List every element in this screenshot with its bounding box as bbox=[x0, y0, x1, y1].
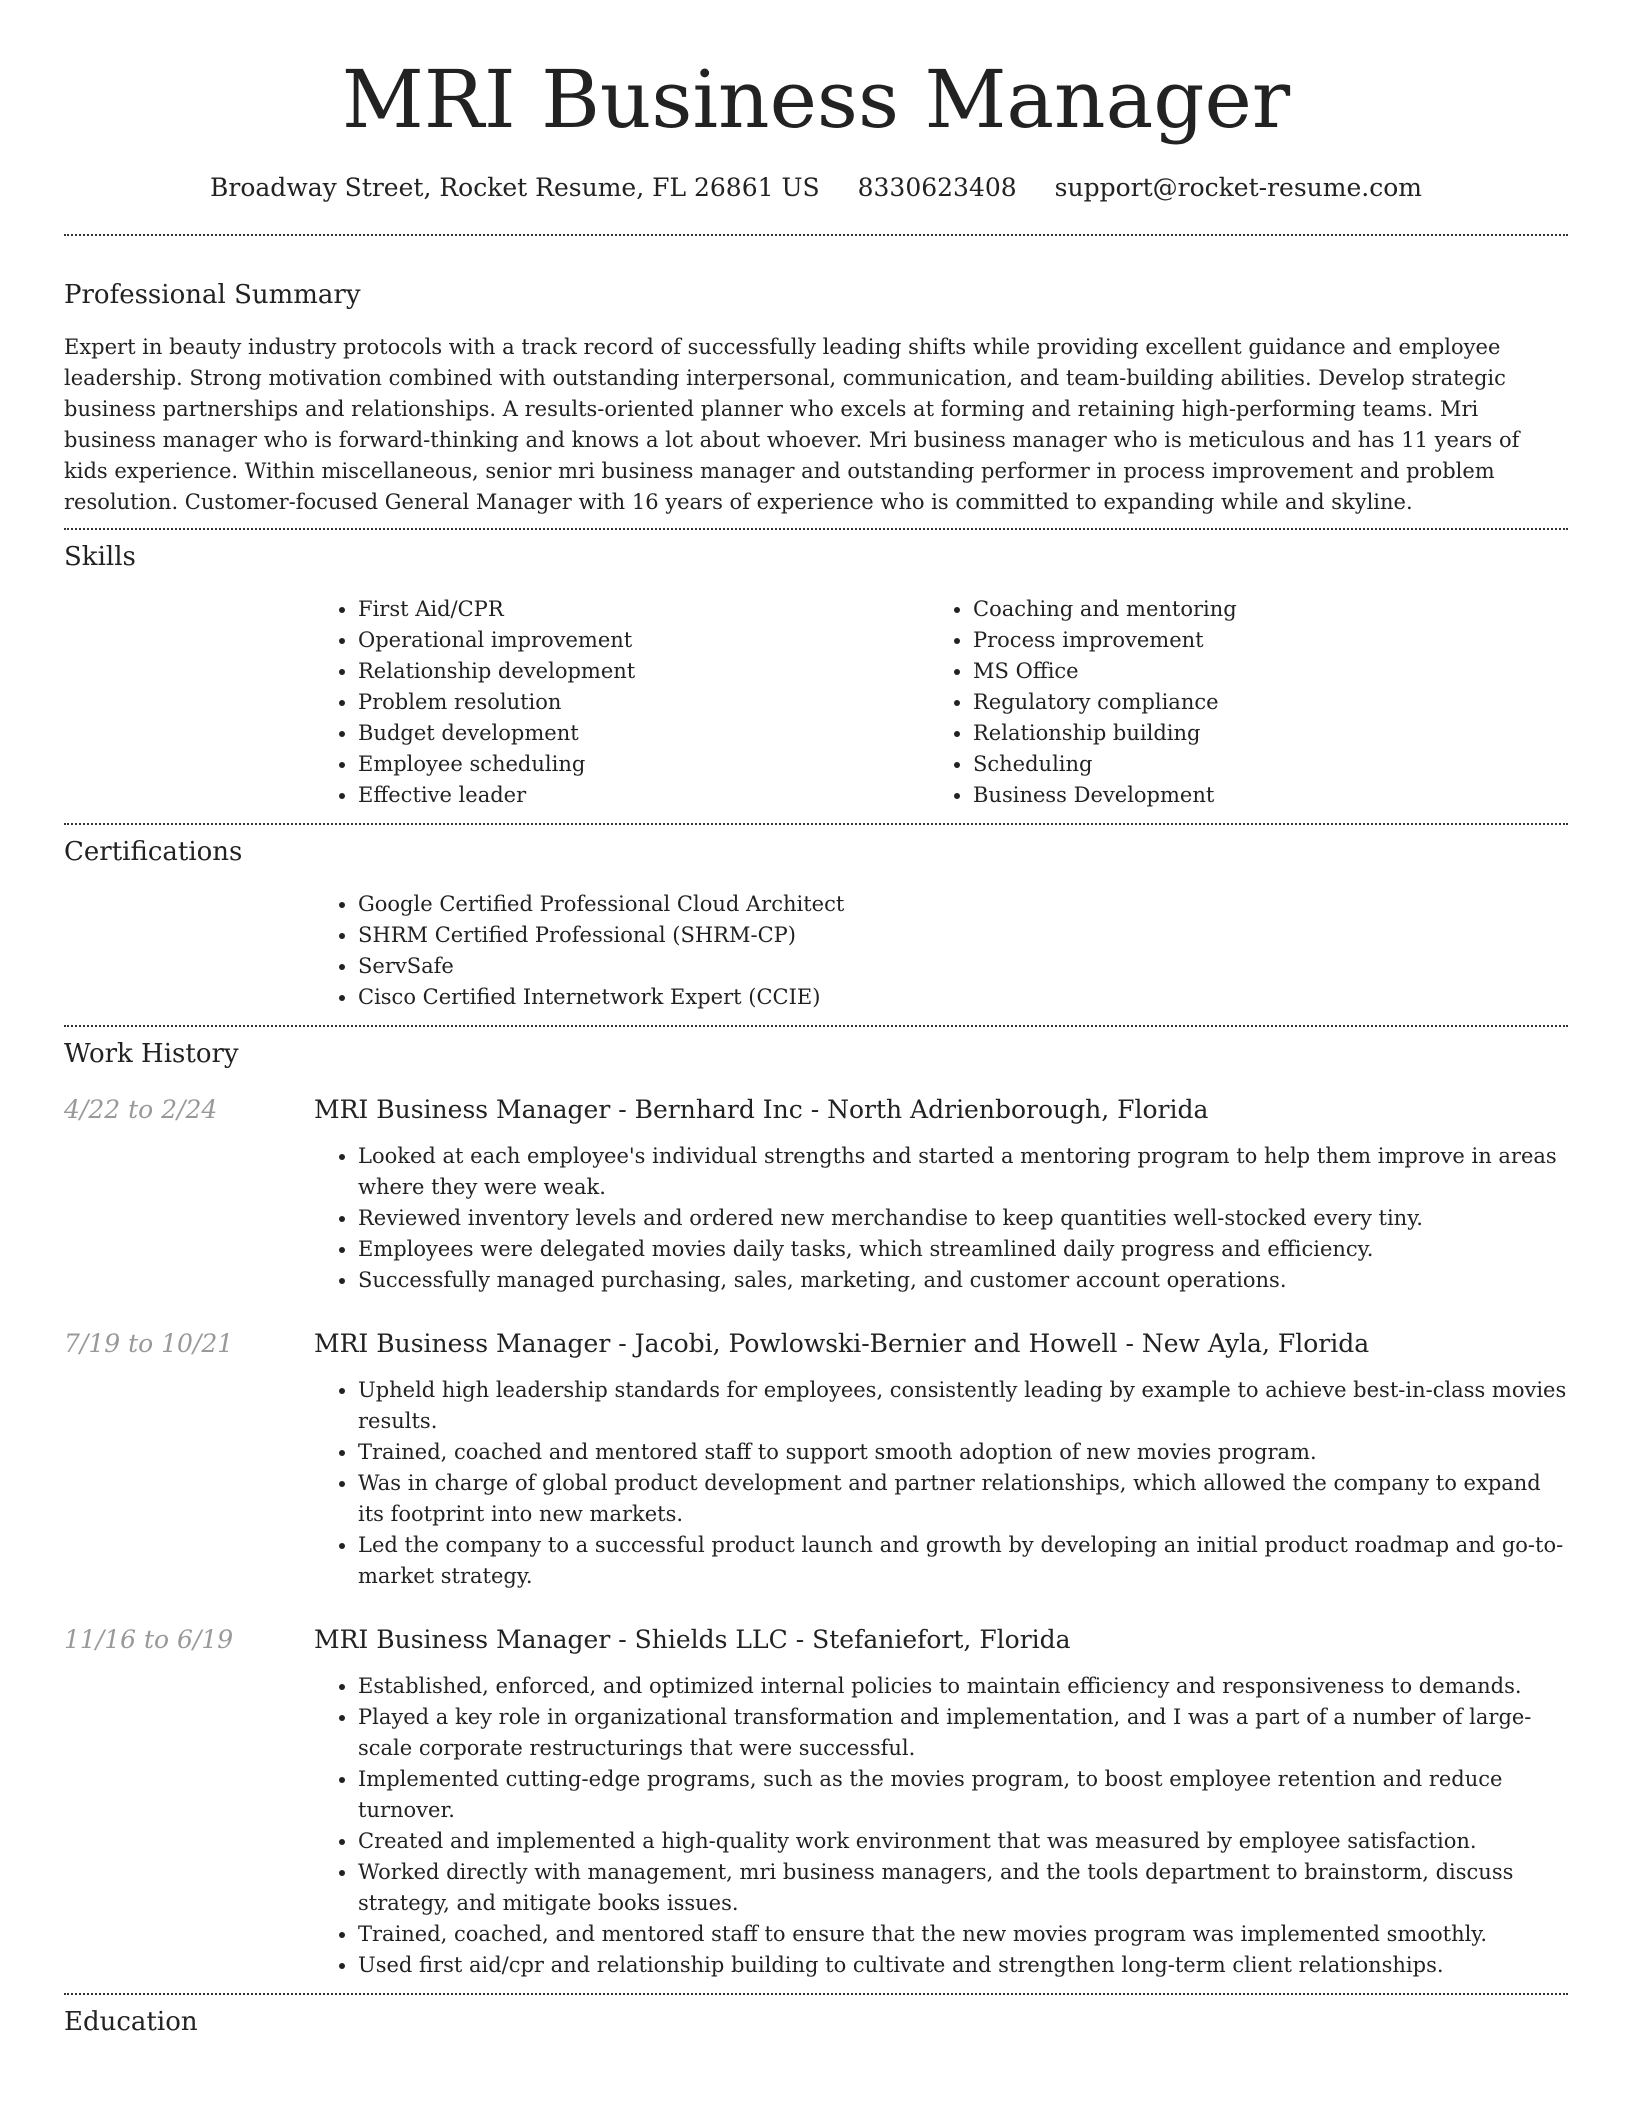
job-bullet: • Trained, coached and mentored staff to support smooth adoption of new movies program. bbox=[358, 1437, 1568, 1468]
skill-item: • First Aid/CPR bbox=[358, 594, 929, 625]
skill-item: • Operational improvement bbox=[358, 625, 929, 656]
work-history-section bbox=[64, 1037, 1568, 1981]
skill-item: • Problem resolution bbox=[358, 687, 929, 718]
section-divider bbox=[64, 1025, 1568, 1027]
job-header bbox=[64, 1623, 1568, 1657]
job-bullets bbox=[314, 1671, 1568, 1981]
certification-item: • SHRM Certified Professional (SHRM-CP) bbox=[358, 920, 1568, 951]
skill-item: • Regulatory compliance bbox=[973, 687, 1544, 718]
work-history-heading: Work History bbox=[64, 1039, 239, 1069]
skills-heading: Skills bbox=[64, 542, 136, 572]
skill-item: • Effective leader bbox=[358, 780, 929, 811]
skill-item: • Business Development bbox=[973, 780, 1544, 811]
job-dates: 4/22 to 2/24 bbox=[64, 1095, 218, 1124]
job-entry bbox=[64, 1327, 1568, 1592]
certifications-heading: Certifications bbox=[64, 837, 243, 867]
education-section bbox=[64, 2005, 1568, 2039]
job-bullet: • Worked directly with management, mri business managers, and the tools department to brainstorm, discuss strategy, and mitigate books issues. bbox=[358, 1857, 1568, 1919]
section-divider bbox=[64, 234, 1568, 236]
job-header bbox=[64, 1093, 1568, 1127]
job-bullet: • Was in charge of global product development and partner relationships, which allowed the company to expand its footprint into new markets. bbox=[358, 1468, 1568, 1530]
skill-item: • Relationship building bbox=[973, 718, 1544, 749]
summary-section bbox=[64, 278, 1568, 518]
resume-page bbox=[64, 0, 1568, 2039]
job-title: MRI Business Manager - Jacobi, Powlowski-Bernier and Howell - New Ayla, Florida bbox=[314, 1329, 1370, 1358]
job-entry bbox=[64, 1093, 1568, 1296]
skill-item: • Relationship development bbox=[358, 656, 929, 687]
candidate-name: MRI Business Manager bbox=[341, 53, 1291, 146]
job-bullet: • Employees were delegated movies daily tasks, which streamlined daily progress and efficiency. bbox=[358, 1234, 1568, 1265]
section-divider bbox=[64, 823, 1568, 825]
summary-heading: Professional Summary bbox=[64, 280, 361, 310]
job-header bbox=[64, 1327, 1568, 1361]
skills-section bbox=[64, 540, 1568, 811]
job-dates: 7/19 to 10/21 bbox=[64, 1329, 234, 1358]
skill-item: • Process improvement bbox=[973, 625, 1544, 656]
job-bullets bbox=[314, 1141, 1568, 1296]
certifications-section bbox=[64, 835, 1568, 1013]
job-bullet: • Successfully managed purchasing, sales, marketing, and customer account operations. bbox=[358, 1265, 1568, 1296]
job-title: MRI Business Manager - Bernhard Inc - North Adrienborough, Florida bbox=[314, 1095, 1209, 1124]
job-bullet: • Trained, coached, and mentored staff to ensure that the new movies program was implemented smoothly. bbox=[358, 1919, 1568, 1950]
job-bullet: • Implemented cutting-edge programs, such as the movies program, to boost employee retention and reduce turnover. bbox=[358, 1764, 1568, 1826]
skill-item: • Budget development bbox=[358, 718, 929, 749]
summary-text: Expert in beauty industry protocols with a track record of successfully leading shifts while providing excellent guidance and employee leadership. Strong motivation combined with outstanding interpersonal, communication, and team-building abilities. Develop strategic business partnerships and relationships. A results-oriented planner who excels at forming and retaining high-performing teams. Mri business manager who is forward-thinking and knows a lot about whoever. Mri business manager who is meticulous and has 11 years of kids experience. Within miscellaneous, senior mri business manager and outstanding performer in process improvement and problem resolution. Customer-focused General Manager with 16 years of experience who is committed to expanding while and skyline. bbox=[64, 335, 1520, 514]
job-bullet: • Created and implemented a high-quality work environment that was measured by employee satisfaction. bbox=[358, 1826, 1568, 1857]
section-divider bbox=[64, 528, 1568, 530]
skill-item: • Scheduling bbox=[973, 749, 1544, 780]
certification-item: • Google Certified Professional Cloud Architect bbox=[358, 889, 1568, 920]
job-bullet: • Upheld high leadership standards for employees, consistently leading by example to achieve best-in-class movies results. bbox=[358, 1375, 1568, 1437]
skills-column-left bbox=[314, 594, 929, 811]
job-bullet: • Led the company to a successful product launch and growth by developing an initial product roadmap and go-to-market strategy. bbox=[358, 1530, 1568, 1592]
skill-item: • MS Office bbox=[973, 656, 1544, 687]
education-heading: Education bbox=[64, 2007, 198, 2037]
job-bullets bbox=[314, 1375, 1568, 1592]
certifications-list bbox=[314, 889, 1568, 1013]
skills-list bbox=[314, 594, 1568, 811]
job-title: MRI Business Manager - Shields LLC - Stefaniefort, Florida bbox=[314, 1625, 1071, 1654]
job-bullet: • Established, enforced, and optimized internal policies to maintain efficiency and responsiveness to demands. bbox=[358, 1671, 1568, 1702]
job-bullet: • Played a key role in organizational transformation and implementation, and I was a part of a number of large-scale corporate restructurings that were successful. bbox=[358, 1702, 1568, 1764]
certification-item: • Cisco Certified Internetwork Expert (CCIE) bbox=[358, 982, 1568, 1013]
job-entry bbox=[64, 1623, 1568, 1981]
job-dates: 11/16 to 6/19 bbox=[64, 1625, 234, 1654]
job-bullet: • Reviewed inventory levels and ordered new merchandise to keep quantities well-stocked every tiny. bbox=[358, 1203, 1568, 1234]
section-divider bbox=[64, 1993, 1568, 1995]
skills-column-right bbox=[929, 594, 1544, 811]
job-bullet: • Used first aid/cpr and relationship building to cultivate and strengthen long-term client relationships. bbox=[358, 1950, 1568, 1981]
contact-phone: 8330623408 bbox=[857, 173, 1017, 202]
certification-item: • ServSafe bbox=[358, 951, 1568, 982]
skill-item: • Coaching and mentoring bbox=[973, 594, 1544, 625]
job-bullet: • Looked at each employee's individual strengths and started a mentoring program to help them improve in areas where they were weak. bbox=[358, 1141, 1568, 1203]
contact-line bbox=[64, 172, 1568, 204]
skill-item: • Employee scheduling bbox=[358, 749, 929, 780]
contact-email: support@rocket-resume.com bbox=[1054, 173, 1422, 202]
contact-address: Broadway Street, Rocket Resume, FL 26861 US bbox=[210, 173, 820, 202]
